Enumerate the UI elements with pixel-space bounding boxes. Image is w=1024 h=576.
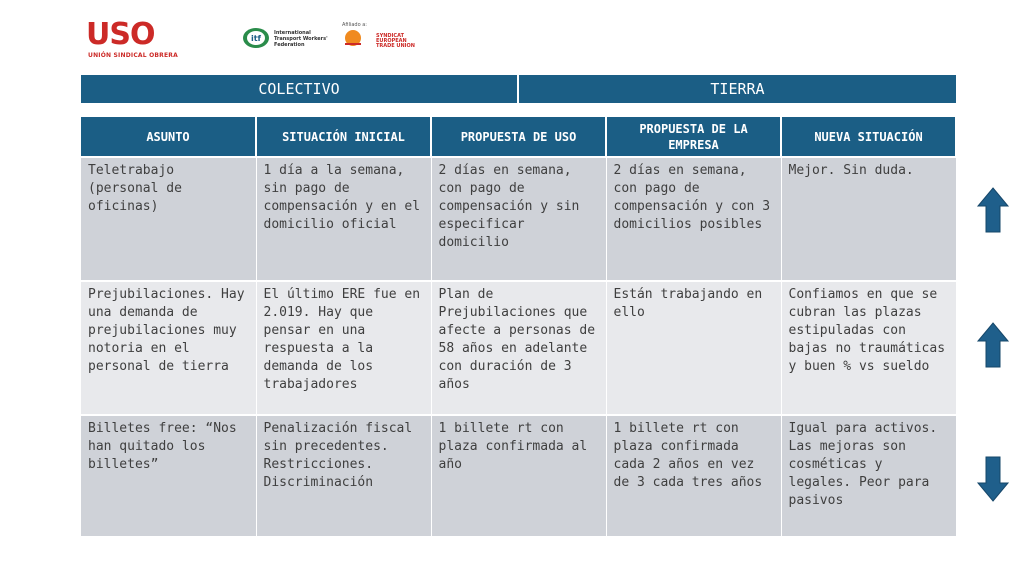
- cell-propuesta-empresa: 1 billete rt con plaza confirmada cada 2 años en vez de 3 cada tres años: [606, 415, 781, 537]
- affiliation-text: Afiliado a:: [342, 22, 367, 28]
- affiliation-icon: [342, 28, 368, 50]
- cell-situacion-inicial: 1 día a la semana, sin pago de compensación y en el domicilio oficial: [256, 157, 431, 281]
- up-arrow-icon: [976, 321, 1010, 369]
- cell-nueva-situacion: Igual para activos. Las mejoras son cosméticas y legales. Peor para pasivos: [781, 415, 956, 537]
- etf-logo-text: SYNDICAT EUROPEAN TRADE UNION: [376, 33, 415, 49]
- table-header-row: [81, 117, 956, 157]
- uso-logo-title: USO: [86, 17, 155, 52]
- table-row: [81, 157, 956, 281]
- header-logos: [86, 17, 446, 62]
- cell-asunto: Teletrabajo (personal de oficinas): [81, 157, 256, 281]
- itf-logo: [242, 26, 332, 54]
- header-asunto: ASUNTO: [81, 117, 256, 157]
- cell-nueva-situacion: Mejor. Sin duda.: [781, 157, 956, 281]
- header-nueva-situacion: NUEVA SITUACIÓN: [781, 117, 956, 157]
- table-row: [81, 415, 956, 537]
- globe-icon: [242, 26, 270, 50]
- header-situacion-inicial: SITUACIÓN INICIAL: [256, 117, 431, 157]
- cell-propuesta-uso: Plan de Prejubilaciones que afecte a personas de 58 años en adelante con duración de 3 años: [431, 281, 606, 415]
- uso-logo: [86, 17, 190, 62]
- cell-nueva-situacion: Confiamos en que se cubran las plazas estipuladas con bajas no traumáticas y buen % vs sueldo: [781, 281, 956, 415]
- cell-propuesta-uso: 2 días en semana, con pago de compensación y sin especificar domicilio: [431, 157, 606, 281]
- svg-text:itf: itf: [250, 34, 262, 43]
- header-propuesta-uso: PROPUESTA DE USO: [431, 117, 606, 157]
- cell-propuesta-empresa: 2 días en semana, con pago de compensación y con 3 domicilios posibles: [606, 157, 781, 281]
- up-arrow-icon: [976, 186, 1010, 234]
- cell-propuesta-uso: 1 billete rt con plaza confirmada al año: [431, 415, 606, 537]
- itf-logo-text: International Transport Workers' Federation: [274, 30, 328, 48]
- band-colectivo: COLECTIVO: [81, 75, 517, 103]
- table-row: [81, 281, 956, 415]
- band-tierra: TIERRA: [519, 75, 956, 103]
- cell-asunto: Prejubilaciones. Hay una demanda de prejubilaciones muy notoria en el personal de tierra: [81, 281, 256, 415]
- header-propuesta-empresa: PROPUESTA DE LA EMPRESA: [606, 117, 781, 157]
- cell-situacion-inicial: Penalización fiscal sin precedentes. Restricciones. Discriminación: [256, 415, 431, 537]
- cell-asunto: Billetes free: “Nos han quitado los billetes”: [81, 415, 256, 537]
- comparison-table: [81, 117, 957, 538]
- uso-logo-subtitle: UNIÓN SINDICAL OBRERA: [88, 52, 178, 59]
- down-arrow-icon: [976, 455, 1010, 503]
- etf-logo: [376, 32, 426, 52]
- cell-propuesta-empresa: Están trabajando en ello: [606, 281, 781, 415]
- cell-situacion-inicial: El último ERE fue en 2.019. Hay que pensar en una respuesta a la demanda de los trabajadores: [256, 281, 431, 415]
